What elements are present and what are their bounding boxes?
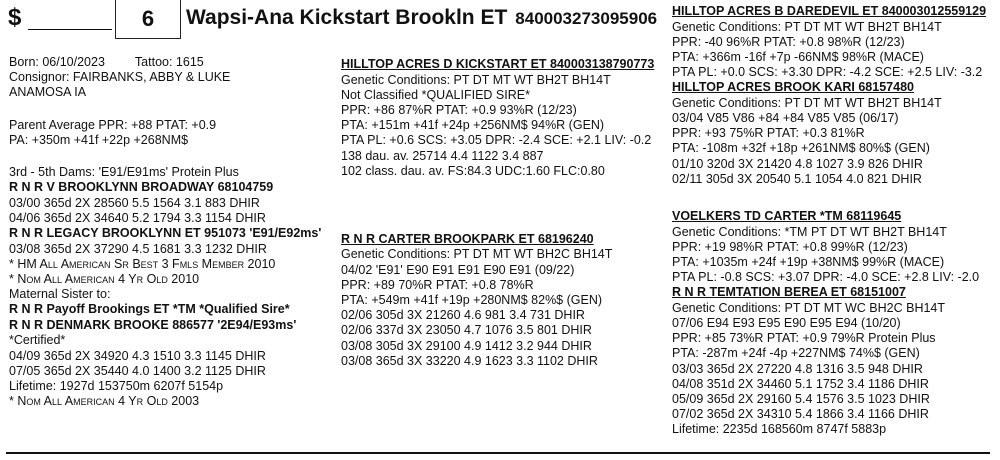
lot-number: 6 (141, 6, 155, 31)
detail-line: 07/02 365d 2X 34310 5.4 1866 3.4 1166 DHIR (672, 407, 929, 422)
born-date: Born: 06/10/2023 (9, 55, 105, 69)
lot-number-box (115, 0, 181, 39)
record-line: 07/05 365d 2X 35440 4.0 1400 3.2 1125 DHIR (9, 363, 266, 378)
detail-line: PPR: +86 87%R PTAT: +0.9 93%R (12/23) (341, 102, 577, 117)
maternal-sister-name: R N R Payoff Brookings ET *TM *Qualified Sire* (9, 302, 290, 317)
detail-line: 02/06 337d 3X 23050 4.7 1076 3.5 801 DHIR (341, 323, 592, 338)
lifetime-line: Lifetime: 2235d 168560m 8747f 5883p (672, 422, 887, 437)
parents-column (341, 57, 666, 369)
paternal-granddam-name: HILLTOP ACRES BROOK KARI 68157480 (672, 80, 914, 95)
detail-line: 02/06 305d 3X 21260 4.6 981 3.4 731 DHIR (341, 308, 585, 323)
detail-line: Genetic Conditions: PT DT MT WT BH2T BH14T (341, 72, 611, 87)
record-line: 03/00 365d 2X 28560 5.5 1564 3.1 883 DHIR (9, 195, 260, 210)
detail-line: PPR: +93 75%R PTAT: +0.3 81%R (672, 126, 865, 141)
detail-line: Genetic Conditions: PT DT MT WC BH2C BH14T (672, 300, 946, 315)
third-dam-name: R N R V BROOKLYNN BROADWAY 68104759 (9, 180, 274, 195)
detail-line: PTA: +549m +41f +19p +280NM$ 82%$ (GEN) (341, 293, 603, 308)
detail-line: PTA PL: +0.6 SCS: +3.05 DPR: -2.4 SCE: +2.1 LIV: -0.2 (341, 133, 652, 148)
detail-line: PTA PL: +0.0 SCS: +3.30 DPR: -4.2 SCE: +2.5 LIV: -3.2 (672, 65, 983, 80)
detail-line: 01/10 320d 3X 21420 4.8 1027 3.9 826 DHIR (672, 156, 923, 171)
sire-name: HILLTOP ACRES D KICKSTART ET 840003138790773 (341, 57, 655, 71)
detail-line: Genetic Conditions: PT DT MT WT BH2T BH14T (672, 19, 942, 34)
certified-note: *Certified* (9, 333, 66, 348)
price-blank-line (28, 29, 112, 30)
detail-line: PPR: +85 73%R PTAT: +0.9 79%R Protein Plus (672, 331, 936, 346)
tattoo: Tattoo: 1615 (134, 55, 204, 69)
detail-line: PTA: -108m +32f +18p +261NM$ 80%$ (GEN) (672, 141, 930, 156)
bottom-divider (6, 452, 990, 454)
detail-line: 102 class. dau. av. FS:84.3 UDC:1.60 FLC:0.80 (341, 163, 605, 178)
animal-info-column (9, 55, 327, 409)
grandparents-column (672, 4, 998, 438)
detail-line: 07/06 E94 E93 E95 E90 E95 E94 (10/20) (672, 316, 901, 331)
price-symbol: $ (8, 4, 22, 31)
detail-line: 03/08 305d 3X 29100 4.9 1412 3.2 944 DHIR (341, 338, 592, 353)
dams-heading: 3rd - 5th Dams: 'E91/E91ms' Protein Plus (9, 165, 239, 180)
detail-line: Genetic Conditions: PT DT MT WT BH2T BH14T (672, 95, 942, 110)
detail-line: PTA: -287m +24f -4p +227NM$ 74%$ (GEN) (672, 346, 920, 361)
detail-line: PTA: +366m -16f +7p -66NM$ 98%R (MACE) (672, 49, 924, 64)
detail-line: 05/09 365d 2X 29160 5.4 1576 3.5 1023 DHIR (672, 392, 930, 407)
parent-average: Parent Average PPR: +88 PTAT: +0.9 (9, 117, 217, 132)
detail-line: 02/11 305d 3X 20540 5.1 1054 4.0 821 DHIR (672, 171, 922, 186)
fourth-dam-records (9, 242, 327, 288)
registration-number: 840003273095906 (515, 9, 658, 28)
paternal-grandsire-name: HILLTOP ACRES B DAREDEVIL ET 840003012559129 (672, 4, 987, 18)
detail-line: Genetic Conditions: PT DT MT WT BH2C BH14T (341, 247, 613, 262)
award-line: * HM All American Sr Best 3 Fmls Member 2010 (9, 256, 276, 271)
detail-line: 04/08 351d 2X 34460 5.1 1752 3.4 1186 DHIR (672, 376, 929, 391)
detail-line: PPR: -40 96%R PTAT: +0.8 98%R (12/23) (672, 34, 905, 49)
detail-line: PTA: +151m +41f +24p +256NM$ 94%R (GEN) (341, 118, 605, 133)
detail-line: 03/03 365d 2X 27220 4.8 1316 3.5 948 DHIR (672, 361, 923, 376)
fifth-dam-records (9, 349, 327, 410)
detail-line: 03/08 365d 3X 33220 4.9 1623 3.3 1102 DHIR (341, 353, 598, 368)
detail-line: 138 dau. av. 25714 4.4 1122 3.4 887 (341, 148, 544, 163)
record-line: 04/09 365d 2X 34920 4.3 1510 3.3 1145 DHIR (9, 348, 266, 363)
dam-name: R N R CARTER BROOKPARK ET 68196240 (341, 231, 594, 246)
detail-line: Genetic Conditions: *TM PT DT WT BH2T BH14T (672, 224, 947, 239)
fifth-dam-name: R N R DENMARK BROOKE 886577 '2E94/E93ms' (9, 317, 297, 332)
detail-line: 03/04 V85 V86 +84 +84 V85 V85 (06/17) (672, 111, 899, 126)
detail-line: 04/02 'E91' E90 E91 E91 E90 E91 (09/22) (341, 262, 575, 277)
animal-name: Wapsi-Ana Kickstart Brookln ET (186, 6, 508, 29)
maternal-granddam-name: R N R TEMTATION BEREA ET 68151007 (672, 285, 906, 300)
detail-line: Not Classified *QUALIFIED SIRE* (341, 87, 530, 102)
third-dam-records (9, 196, 327, 226)
record-line: 04/06 365d 2X 34640 5.2 1794 3.3 1154 DHIR (9, 210, 266, 225)
consignor: Consignor: FAIRBANKS, ABBY & LUKE (9, 70, 231, 85)
award-line: * Nom All American 4 Yr Old 2003 (9, 394, 200, 409)
detail-line: PPR: +89 70%R PTAT: +0.8 78%R (341, 277, 534, 292)
pa-values: PA: +350m +41f +22p +268NM$ (9, 132, 189, 147)
award-line: * Nom All American 4 Yr Old 2010 (9, 272, 200, 287)
lifetime-line: Lifetime: 1927d 153750m 6207f 5154p (9, 379, 224, 394)
detail-line: PPR: +19 98%R PTAT: +0.8 99%R (12/23) (672, 239, 908, 254)
detail-line: PTA: +1035m +24f +19p +38NM$ 99%R (MACE) (672, 254, 945, 269)
record-line: 03/08 365d 2X 37290 4.5 1681 3.3 1232 DHIR (9, 241, 267, 256)
maternal-sister-label: Maternal Sister to: (9, 287, 111, 302)
maternal-grandsire-name: VOELKERS TD CARTER *TM 68119645 (672, 209, 902, 224)
page-title (186, 6, 657, 30)
detail-line: PTA PL: -0.8 SCS: +3.07 DPR: -4.0 SCE: +2.8 LIV: -2.0 (672, 270, 980, 285)
consignor-location: ANAMOSA IA (9, 85, 87, 100)
born-tattoo-line (9, 55, 327, 70)
fourth-dam-name: R N R LEGACY BROOKLYNN ET 951073 'E91/E92ms' (9, 226, 322, 241)
dam-details (341, 247, 666, 369)
sire-details (341, 73, 666, 179)
